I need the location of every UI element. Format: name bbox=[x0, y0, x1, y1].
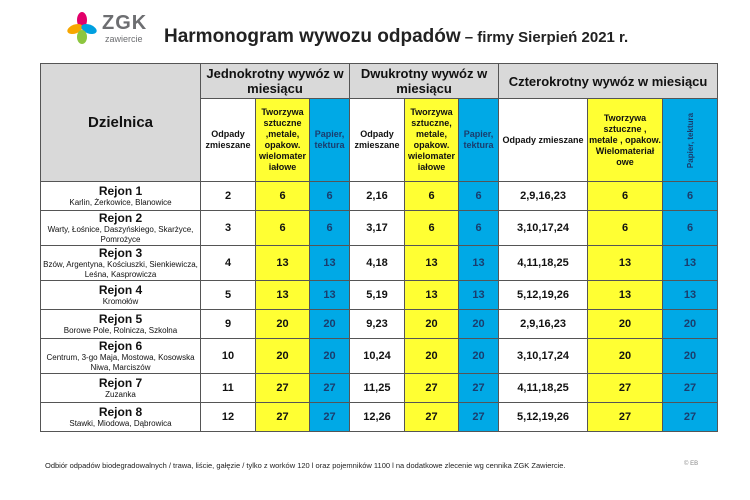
cell-mixed: 5,19 bbox=[350, 281, 405, 310]
cell-paper: 20 bbox=[663, 339, 718, 374]
cell-paper: 27 bbox=[310, 374, 350, 403]
cell-plastic: 13 bbox=[405, 246, 459, 281]
cell-plastic: 13 bbox=[588, 246, 663, 281]
cell-mixed: 11,25 bbox=[350, 374, 405, 403]
subheader-paper: Papier, tektura bbox=[459, 99, 499, 182]
leaf-logo-icon bbox=[66, 12, 98, 44]
cell-paper: 20 bbox=[310, 310, 350, 339]
district-streets: Bzów, Argentyna, Kościuszki, Sienkiewicza, Leśna, Kasprowicza bbox=[43, 260, 198, 279]
subheader-paper: Papier, tektura bbox=[310, 99, 350, 182]
cell-mixed: 3,10,17,24 bbox=[499, 211, 588, 246]
cell-mixed: 9 bbox=[201, 310, 256, 339]
cell-plastic: 27 bbox=[588, 403, 663, 432]
district-name: Rejon 8 bbox=[98, 405, 143, 419]
cell-plastic: 13 bbox=[256, 281, 310, 310]
subheader-plastic: Tworzywa sztuczne, metale, opakow. wielomater iałowe bbox=[405, 99, 459, 182]
district-cell bbox=[41, 281, 201, 310]
cell-paper: 27 bbox=[310, 403, 350, 432]
district-streets: Stawki, Miodowa, Dąbrowica bbox=[69, 419, 172, 428]
cell-paper: 6 bbox=[459, 211, 499, 246]
district-name: Rejon 4 bbox=[98, 283, 143, 297]
cell-plastic: 20 bbox=[256, 339, 310, 374]
district-cell bbox=[41, 403, 201, 432]
table-row bbox=[41, 403, 718, 432]
title-main: Harmonogram wywozu odpadów bbox=[164, 26, 461, 47]
title-sub: – firmy Sierpień 2021 r. bbox=[460, 29, 629, 46]
cell-mixed: 5,12,19,26 bbox=[499, 403, 588, 432]
cell-mixed: 10 bbox=[201, 339, 256, 374]
cell-paper: 27 bbox=[459, 403, 499, 432]
subheader-mixed: Odpady zmieszane bbox=[201, 99, 256, 182]
logo-name: ZGK bbox=[102, 12, 148, 34]
cell-paper: 13 bbox=[459, 281, 499, 310]
subheader-plastic: Tworzywa sztuczne , metale , opakow. Wielomateriał owe bbox=[588, 99, 663, 182]
cell-mixed: 11 bbox=[201, 374, 256, 403]
district-cell bbox=[41, 374, 201, 403]
table-row bbox=[41, 310, 718, 339]
table-row bbox=[41, 339, 718, 374]
footnote: Odbiór odpadów biodegradowalnych / trawa, liście, gałęzie / tylko z worków 120 l oraz pojemników 1100 l na dodatkowe zlecenie wg cennika ZGK Zawiercie. bbox=[45, 461, 566, 470]
cell-plastic: 27 bbox=[405, 374, 459, 403]
subheader-paper-text: Papier, tektura bbox=[686, 112, 696, 168]
district-name: Rejon 7 bbox=[98, 376, 143, 390]
cell-paper: 6 bbox=[663, 211, 718, 246]
logo-subtitle: zawiercie bbox=[105, 34, 143, 44]
cell-paper: 27 bbox=[663, 374, 718, 403]
cell-mixed: 3,17 bbox=[350, 211, 405, 246]
district-streets: Karlin, Żerkowice, Blanowice bbox=[69, 198, 172, 207]
cell-mixed: 3 bbox=[201, 211, 256, 246]
district-streets: Borowe Pole, Rolnicza, Szkolna bbox=[63, 326, 178, 335]
cell-paper: 6 bbox=[459, 182, 499, 211]
cell-plastic: 27 bbox=[405, 403, 459, 432]
cell-plastic: 27 bbox=[256, 403, 310, 432]
cell-paper: 6 bbox=[663, 182, 718, 211]
company-logo bbox=[66, 12, 166, 52]
cell-mixed: 2,9,16,23 bbox=[499, 182, 588, 211]
subheader-mixed: Odpady zmieszane bbox=[499, 99, 588, 182]
district-name: Rejon 1 bbox=[98, 184, 143, 198]
cell-plastic: 6 bbox=[588, 182, 663, 211]
district-streets: Warty, Łośnice, Daszyńskiego, Skarżyce, Pomrożyce bbox=[47, 225, 194, 244]
cell-mixed: 9,23 bbox=[350, 310, 405, 339]
district-cell bbox=[41, 246, 201, 281]
cell-paper: 13 bbox=[310, 246, 350, 281]
cell-plastic: 13 bbox=[588, 281, 663, 310]
cell-mixed: 12,26 bbox=[350, 403, 405, 432]
district-name: Rejon 5 bbox=[98, 312, 143, 326]
cell-mixed: 5 bbox=[201, 281, 256, 310]
group-header-four: Czterokrotny wywóz w miesiącu bbox=[499, 64, 718, 99]
district-cell bbox=[41, 310, 201, 339]
cell-plastic: 20 bbox=[256, 310, 310, 339]
cell-paper: 20 bbox=[459, 339, 499, 374]
cell-paper: 13 bbox=[310, 281, 350, 310]
cell-paper: 13 bbox=[663, 281, 718, 310]
district-cell bbox=[41, 211, 201, 246]
table-row bbox=[41, 182, 718, 211]
group-header-twice: Dwukrotny wywóz w miesiącu bbox=[350, 64, 499, 99]
cell-plastic: 20 bbox=[405, 310, 459, 339]
cell-mixed: 4,11,18,25 bbox=[499, 374, 588, 403]
cell-plastic: 27 bbox=[588, 374, 663, 403]
district-name: Rejon 6 bbox=[98, 339, 143, 353]
cell-plastic: 20 bbox=[588, 310, 663, 339]
cell-mixed: 5,12,19,26 bbox=[499, 281, 588, 310]
cell-mixed: 4,11,18,25 bbox=[499, 246, 588, 281]
cell-mixed: 2,16 bbox=[350, 182, 405, 211]
district-name: Rejon 3 bbox=[98, 246, 143, 260]
table-row bbox=[41, 246, 718, 281]
cell-paper: 20 bbox=[310, 339, 350, 374]
cell-paper: 20 bbox=[663, 310, 718, 339]
schedule-table bbox=[40, 63, 718, 432]
cell-paper: 13 bbox=[663, 246, 718, 281]
cell-paper: 13 bbox=[459, 246, 499, 281]
district-name: Rejon 2 bbox=[98, 211, 143, 225]
cell-paper: 20 bbox=[459, 310, 499, 339]
cell-mixed: 2,9,16,23 bbox=[499, 310, 588, 339]
cell-plastic: 13 bbox=[405, 281, 459, 310]
group-header-once: Jednokrotny wywóz w miesiącu bbox=[201, 64, 350, 99]
subheader-plastic: Tworzywa sztuczne ,metale, opakow. wielomater iałowe bbox=[256, 99, 310, 182]
cell-paper: 27 bbox=[663, 403, 718, 432]
subheader-paper bbox=[663, 99, 718, 182]
cell-mixed: 2 bbox=[201, 182, 256, 211]
cell-mixed: 4,18 bbox=[350, 246, 405, 281]
column-header-district: Dzielnica bbox=[41, 64, 201, 182]
cell-plastic: 6 bbox=[256, 211, 310, 246]
cell-plastic: 27 bbox=[256, 374, 310, 403]
cell-plastic: 6 bbox=[405, 182, 459, 211]
district-streets: Zuzanka bbox=[105, 390, 136, 399]
cell-plastic: 13 bbox=[256, 246, 310, 281]
cell-paper: 6 bbox=[310, 182, 350, 211]
cell-plastic: 6 bbox=[588, 211, 663, 246]
copyright: © EB bbox=[684, 461, 699, 467]
page-header bbox=[0, 0, 750, 60]
district-cell bbox=[41, 339, 201, 374]
page-title bbox=[164, 26, 628, 48]
cell-mixed: 10,24 bbox=[350, 339, 405, 374]
cell-plastic: 20 bbox=[405, 339, 459, 374]
table-row bbox=[41, 281, 718, 310]
cell-mixed: 12 bbox=[201, 403, 256, 432]
cell-plastic: 6 bbox=[405, 211, 459, 246]
cell-mixed: 4 bbox=[201, 246, 256, 281]
cell-plastic: 6 bbox=[256, 182, 310, 211]
subheader-mixed: Odpady zmieszane bbox=[350, 99, 405, 182]
district-cell bbox=[41, 182, 201, 211]
table-row bbox=[41, 211, 718, 246]
cell-paper: 6 bbox=[310, 211, 350, 246]
cell-plastic: 20 bbox=[588, 339, 663, 374]
table-row bbox=[41, 374, 718, 403]
cell-mixed: 3,10,17,24 bbox=[499, 339, 588, 374]
district-streets: Kromołów bbox=[102, 297, 139, 306]
district-streets: Centrum, 3-go Maja, Mostowa, Kosowska Niwa, Marciszów bbox=[46, 353, 195, 372]
cell-paper: 27 bbox=[459, 374, 499, 403]
